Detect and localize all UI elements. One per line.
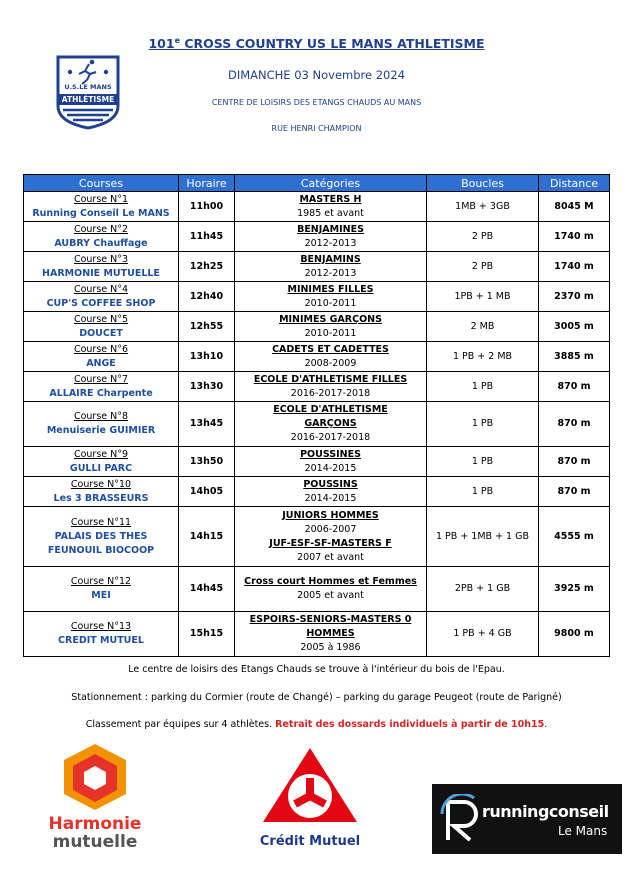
course-time: 11h45	[179, 222, 235, 252]
category-cell	[235, 252, 427, 282]
course-sponsor: HARMONIE MUTUELLE	[42, 267, 160, 279]
course-cell	[24, 252, 179, 282]
category-cell	[235, 282, 427, 312]
category-name: POUSSINES	[300, 448, 361, 460]
course-cell	[24, 222, 179, 252]
table-row	[24, 192, 610, 222]
bibs-end: .	[544, 719, 548, 730]
course-cell	[24, 507, 179, 567]
course-distance: 870 m	[539, 402, 610, 447]
category-cell	[235, 507, 427, 567]
table-row	[24, 567, 610, 612]
category-years: 2008-2009	[304, 357, 357, 369]
category-name-secondary: JUF-ESF-SF-MASTERS F	[269, 537, 392, 549]
category-name: MASTERS H	[299, 193, 362, 205]
course-number: Course N°1	[73, 193, 129, 205]
course-time: 14h45	[179, 567, 235, 612]
col-header-distance: Distance	[539, 175, 610, 192]
col-header-boucles: Boucles	[427, 175, 539, 192]
course-sponsor: Running Conseil Le MANS	[32, 207, 170, 219]
course-number: Course N°2	[73, 223, 129, 235]
category-cell	[235, 447, 427, 477]
race-schedule-table	[23, 174, 610, 657]
credit-mutuel-text: Crédit Mutuel	[259, 834, 361, 849]
course-loops: 1 PB	[427, 477, 539, 507]
ranking-text: Classement par équipes sur 4 athlètes.	[85, 719, 273, 730]
course-cell	[24, 342, 179, 372]
harmonie-text-line2: mutuelle	[52, 832, 138, 852]
category-years: 2014-2015	[304, 462, 357, 474]
category-cell	[235, 192, 427, 222]
course-distance: 9800 m	[539, 612, 610, 657]
course-loops: 1MB + 3GB	[427, 192, 539, 222]
course-cell	[24, 192, 179, 222]
course-time: 11h00	[179, 192, 235, 222]
course-loops: 2 PB	[427, 252, 539, 282]
course-time: 13h10	[179, 342, 235, 372]
event-venue: CENTRE DE LOISIRS DES ETANGS CHAUDS AU MANS	[211, 98, 422, 107]
course-distance: 870 m	[539, 477, 610, 507]
category-cell	[235, 477, 427, 507]
course-sponsor: ANGE	[86, 357, 116, 369]
harmonie-text-line1: Harmonie	[48, 814, 142, 834]
course-distance: 4555 m	[539, 507, 610, 567]
course-loops: 1 PB	[427, 372, 539, 402]
category-years-secondary: 2007 et avant	[297, 551, 364, 563]
col-header-courses: Courses	[24, 175, 179, 192]
category-cell	[235, 342, 427, 372]
course-distance: 1740 m	[539, 252, 610, 282]
course-cell	[24, 612, 179, 657]
course-distance: 8045 M	[539, 192, 610, 222]
course-sponsor: PALAIS DES THES FEUNOUIL BIOCOOP	[47, 530, 155, 556]
category-name: JUNIORS HOMMES	[282, 509, 379, 521]
category-cell	[235, 222, 427, 252]
course-distance: 870 m	[539, 447, 610, 477]
category-name: POUSSINS	[303, 478, 358, 490]
course-number: Course N°10	[70, 478, 132, 490]
course-sponsor: MEI	[91, 590, 111, 601]
course-loops: 1 PB + 2 MB	[427, 342, 539, 372]
course-loops: 1 PB	[427, 402, 539, 447]
category-cell	[235, 612, 427, 657]
ranking-note	[0, 719, 633, 730]
title-rest: CROSS COUNTRY US LE MANS ATHLETISME	[180, 36, 485, 52]
course-loops: 1 PB	[427, 447, 539, 477]
location-note: Le centre de loisirs des Etangs Chauds se trouve à l'intérieur du bois de l'Epau.	[128, 664, 505, 675]
harmonie-hexagon-icon	[40, 740, 150, 812]
club-logo	[55, 54, 121, 130]
course-number: Course N°9	[73, 448, 129, 460]
course-distance: 1740 m	[539, 222, 610, 252]
course-distance: 3925 m	[539, 567, 610, 612]
course-loops: 1PB + 1 MB	[427, 282, 539, 312]
course-number: Course N°4	[73, 283, 129, 295]
category-years: 2016-2017-2018	[290, 432, 371, 443]
course-cell	[24, 282, 179, 312]
category-years: 1985 et avant	[297, 207, 364, 219]
category-years: 2012-2013	[304, 267, 357, 279]
table-header-row	[24, 175, 610, 192]
course-time: 15h15	[179, 612, 235, 657]
category-name: HOMMES	[306, 628, 355, 639]
category-cell	[235, 402, 427, 447]
course-sponsor: CUP'S COFFEE SHOP	[46, 297, 156, 309]
category-name: MINIMES FILLES	[287, 283, 374, 295]
course-sponsor: GULLI PARC	[69, 462, 133, 474]
category-name: ECOLE D'ATHLETISME	[273, 404, 388, 415]
category-name: GARÇONS	[304, 418, 357, 429]
course-distance: 3005 m	[539, 312, 610, 342]
course-cell	[24, 402, 179, 447]
category-name: ESPOIRS-SENIORS-MASTERS 0	[249, 614, 412, 625]
category-years: 2014-2015	[304, 492, 357, 504]
bibs-pickup-text: Retrait des dossards individuels à partir de 10h15	[275, 719, 545, 730]
course-sponsor: Menuiserie GUIMIER	[46, 425, 156, 436]
running-conseil-r-icon	[440, 794, 480, 844]
category-cell	[235, 312, 427, 342]
course-sponsor: AUBRY Chauffage	[54, 237, 148, 249]
category-cell	[235, 372, 427, 402]
club-logo-bottom-text: ATHLÉTISME	[61, 95, 115, 104]
category-name: BENJAMINS	[300, 253, 361, 265]
course-time: 14h05	[179, 477, 235, 507]
event-street: RUE HENRI CHAMPION	[271, 124, 362, 133]
course-sponsor: CREDIT MUTUEL	[58, 635, 144, 646]
col-header-categories: Catégories	[235, 175, 427, 192]
category-name: BENJAMINES	[297, 223, 364, 235]
course-cell	[24, 477, 179, 507]
category-years: 2010-2011	[304, 327, 357, 339]
table-row	[24, 282, 610, 312]
table-row	[24, 342, 610, 372]
event-date: DIMANCHE 03 Novembre 2024	[227, 68, 406, 82]
table-row	[24, 222, 610, 252]
course-loops: 1 PB + 1MB + 1 GB	[427, 507, 539, 567]
course-number: Course N°13	[70, 621, 132, 632]
course-number: Course N°11	[70, 516, 132, 528]
category-years: 2005 à 1986	[300, 642, 361, 653]
category-name: ECOLE D'ATHLETISME FILLES	[253, 373, 408, 385]
course-sponsor: DOUCET	[79, 327, 123, 339]
category-years: 2006-2007	[304, 523, 357, 535]
course-loops: 1 PB + 4 GB	[427, 612, 539, 657]
course-sponsor: Les 3 BRASSEURS	[53, 492, 149, 504]
table-row	[24, 312, 610, 342]
col-header-horaire: Horaire	[179, 175, 235, 192]
harmonie-mutuelle-logo	[40, 740, 150, 850]
category-years: 2016-2017-2018	[290, 387, 371, 399]
course-time: 14h15	[179, 507, 235, 567]
category-years: 2005 et avant	[297, 590, 364, 601]
course-cell	[24, 567, 179, 612]
course-distance: 870 m	[539, 372, 610, 402]
running-conseil-city: Le Mans	[558, 824, 608, 838]
table-row	[24, 612, 610, 657]
course-time: 12h55	[179, 312, 235, 342]
course-number: Course N°5	[73, 313, 129, 325]
course-number: Course N°7	[73, 373, 129, 385]
category-name: Cross court Hommes et Femmes	[244, 576, 417, 587]
course-number: Course N°6	[73, 343, 129, 355]
credit-mutuel-icon	[245, 746, 375, 826]
title-prefix: 101	[148, 36, 175, 52]
credit-mutuel-logo	[245, 746, 375, 856]
table-row	[24, 447, 610, 477]
course-sponsor: ALLAIRE Charpente	[49, 387, 153, 399]
course-loops: 2 MB	[427, 312, 539, 342]
category-years: 2010-2011	[304, 297, 357, 309]
course-loops: 2PB + 1 GB	[427, 567, 539, 612]
parking-note: Stationnement : parking du Cormier (route de Changé) – parking du garage Peugeot (route de Parigné)	[71, 692, 562, 703]
course-distance: 2370 m	[539, 282, 610, 312]
course-time: 12h40	[179, 282, 235, 312]
running-conseil-brand: runningconseil	[482, 802, 609, 821]
course-loops: 2 PB	[427, 222, 539, 252]
category-cell	[235, 567, 427, 612]
course-time: 13h45	[179, 402, 235, 447]
course-cell	[24, 372, 179, 402]
course-number: Course N°3	[73, 253, 129, 265]
category-name: CADETS ET CADETTES	[272, 343, 389, 355]
club-logo-top-text: U.S.LE MANS	[64, 83, 112, 91]
table-row	[24, 477, 610, 507]
page-title	[0, 36, 633, 51]
course-time: 13h30	[179, 372, 235, 402]
category-years: 2012-2013	[304, 237, 357, 249]
course-time: 12h25	[179, 252, 235, 282]
title-sup: e	[174, 36, 181, 45]
club-logo-svg	[55, 54, 121, 130]
table-row	[24, 402, 610, 447]
table-row	[24, 252, 610, 282]
course-number: Course N°12	[70, 576, 132, 587]
table-row	[24, 372, 610, 402]
category-name: MINIMES GARÇONS	[279, 313, 382, 325]
course-number: Course N°8	[73, 411, 129, 422]
course-distance: 3885 m	[539, 342, 610, 372]
course-time: 13h50	[179, 447, 235, 477]
course-cell	[24, 447, 179, 477]
running-conseil-logo	[432, 784, 622, 854]
table-row	[24, 507, 610, 567]
course-cell	[24, 312, 179, 342]
